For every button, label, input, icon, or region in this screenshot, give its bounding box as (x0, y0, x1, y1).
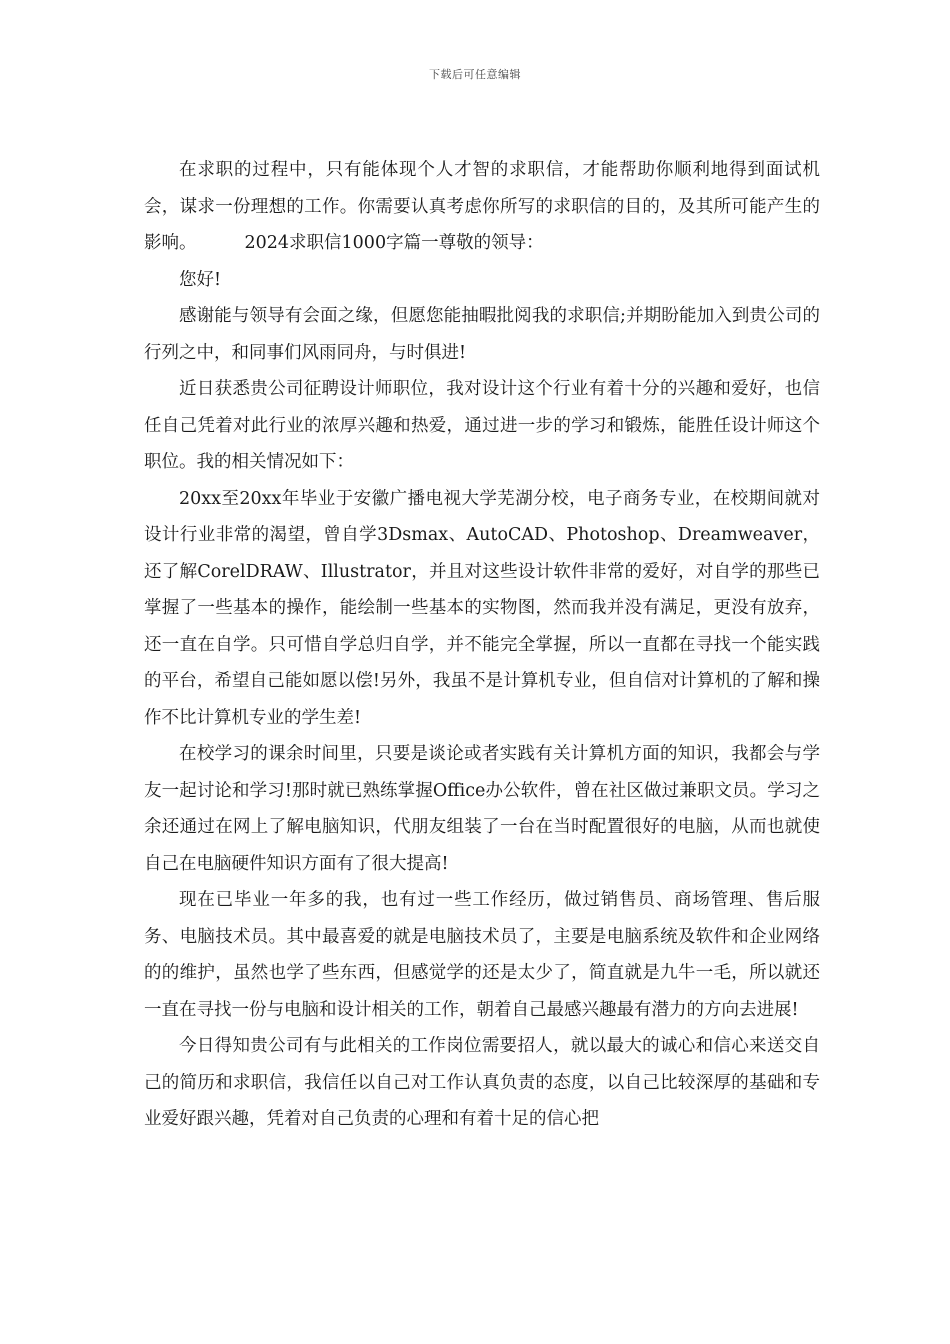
intro-text: 在求职的过程中，只有能体现个人才智的求职信，才能帮助你顺利地得到面试机会，谋求一份理想的工作。你需要认真考虑你所写的求职信的目的，及其所可能产生的影响。 (144, 160, 820, 253)
intro-paragraph (144, 152, 820, 262)
letter-heading: 2024求职信1000字篇一尊敬的领导： (244, 233, 544, 253)
experience-paragraph: 现在已毕业一年多的我，也有过一些工作经历，做过销售员、商场管理、售后服务、电脑技术员。其中最喜爱的就是电脑技术员了，主要是电脑系统及软件和企业网络的的维护，虽然也学了些东西，但感觉学的还是太少了，简直就是九牛一毛，所以就还一直在寻找一份与电脑和设计相关的工作，朝着自己最感兴趣最有潜力的方向去进展! (144, 890, 820, 1020)
page-header-note: 下载后可任意编辑 (429, 68, 521, 81)
greeting-paragraph: 您好! (179, 269, 222, 290)
thanks-paragraph: 感谢能与领导有会面之缘，但愿您能抽暇批阅我的求职信;并期盼能加入到贵公司的行列之中，和同事们风雨同舟，与时俱进! (144, 306, 820, 363)
position-paragraph: 近日获悉贵公司征聘设计师职位，我对设计这个行业有着十分的兴趣和爱好，也信任自己凭着对此行业的浓厚兴趣和热爱，通过进一步的学习和锻炼，能胜任设计师这个职位。我的相关情况如下： (144, 379, 820, 472)
education-paragraph: 20xx至20xx年毕业于安徽广播电视大学芜湖分校，电子商务专业，在校期间就对设计行业非常的渴望，曾自学3Dsmax、AutoCAD、Photoshop、Dreamweaver，还了解CorelDRAW、Illustrator，并且对这些设计软件非常的爱好，对自学的那些已掌握了一些基本的操作，能绘制一些基本的实物图，然而我并没有满足，更没有放弃，还一直在自学。只可惜自学总归自学，并不能完全掌握，所以一直都在寻找一个能实践的平台，希望自己能如愿以偿!另外，我虽不是计算机专业，但自信对计算机的了解和操作不比计算机专业的学生差! (144, 488, 820, 728)
document-body (144, 152, 820, 1138)
study-paragraph: 在校学习的课余时间里，只要是谈论或者实践有关计算机方面的知识，我都会与学友一起讨论和学习!那时就已熟练掌握Office办公软件，曾在社区做过兼职文员。学习之余还通过在网上了解电脑知识，代朋友组装了一台在当时配置很好的电脑，从而也就使自己在电脑硬件知识方面有了很大提高! (144, 744, 820, 874)
application-paragraph: 今日得知贵公司有与此相关的工作岗位需要招人，就以最大的诚心和信心来送交自己的简历和求职信，我信任以自己对工作认真负责的态度，以自己比较深厚的基础和专业爱好跟兴趣，凭着对自己负责的心理和有着十足的信心把 (144, 1036, 820, 1129)
